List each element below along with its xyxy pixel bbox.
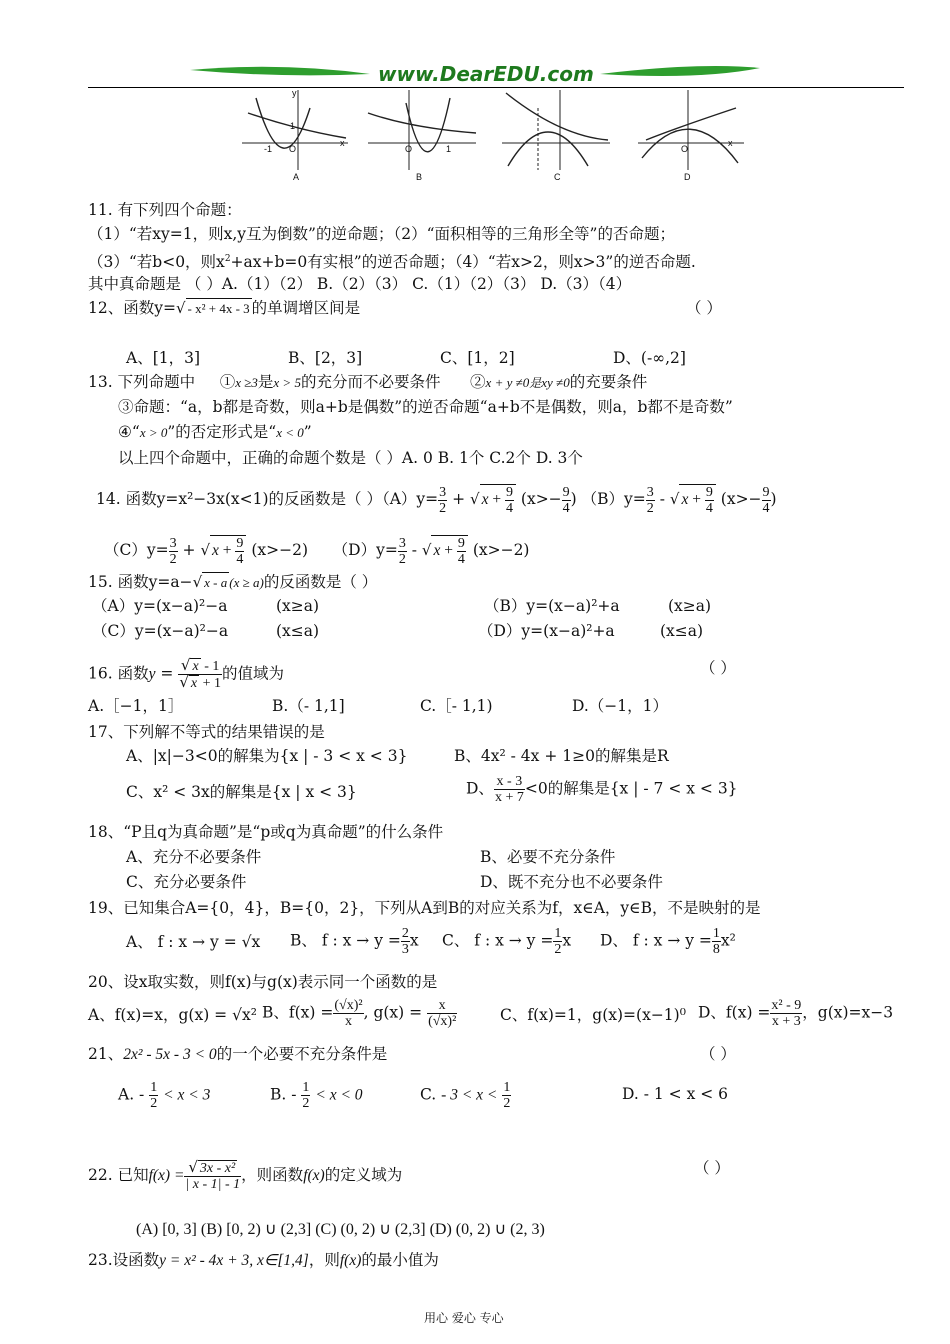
- q13-l1g: ②: [470, 373, 486, 391]
- q15-opt-c-cond: (x≤a): [276, 622, 320, 640]
- q21-stem: [88, 1044, 387, 1065]
- q15-opt-c: （C）y=(x−a)²−a: [92, 622, 229, 640]
- q18-opt-a: A、充分不必要条件: [126, 848, 262, 866]
- q14-cond-a: (x>−: [520, 490, 562, 509]
- q17-opt-d: D、 $\frac{x - 3}{x + 7}$ <0的解集是{x | - 7 < x < 3}: [466, 774, 738, 805]
- q21-c-label: C.: [420, 1085, 437, 1104]
- graph-b-one: 1: [446, 144, 452, 154]
- q13-l1j: xy ≠0: [541, 375, 570, 390]
- graph-label-b: B: [416, 172, 423, 182]
- q21-opt-a: A. - $\frac{1}{2}$ < x < 3: [118, 1080, 211, 1111]
- q11-line2: （3）“若b<0，则$x^2+ax+b=0$有实根”的逆否命题；（4）“若x>2，则x>3”的逆否命题.: [88, 253, 696, 272]
- q19-title: 19、已知集合A={0，4}，B={0，2}，下列从A到B的对应关系为f，x∈A，y∈B，不是映射的是: [88, 899, 761, 917]
- q13-l3a: ④“: [118, 423, 140, 441]
- q19-b-text: B、 f : x → y =: [290, 931, 401, 950]
- q19-opt-b: B、 f : x → y = $\frac{2}{3}$ x: [290, 926, 419, 957]
- q15-opt-a-cond: (x≥a): [276, 597, 320, 615]
- q11-line2b: +ax+b=0有实根”的逆否命题；（4）“若x>2，则x>3”的逆否命题.: [230, 253, 696, 272]
- q16-opt-c: C.［- 1,1): [420, 697, 493, 715]
- graph-a-x: x: [340, 138, 345, 148]
- q22-paren: （ ）: [694, 1159, 730, 1177]
- q13-l3d: x < 0: [276, 425, 304, 440]
- q13-line1: [88, 372, 647, 393]
- q13-l1f: 的充分而不必要条件: [300, 373, 441, 391]
- q13-l1b: ①: [219, 373, 236, 391]
- q14-line1: 14. 函数y=x²−3x(x<1)的反函数是（ ）（A）y= $\frac{3}{2}$ + √ x + $\frac{9}{4}$ (x>− $\frac{9}{4}$ ) （B）y= $\frac{3}{2}$ - √ x + $\frac{9}{4}$ (x>− $\frac{9}{4}$ ): [96, 484, 777, 516]
- q13-l1e: x > 5: [273, 375, 301, 390]
- q12-radicand: - x² + 4x - 3: [186, 298, 252, 319]
- q14-opt-b: （B）y=: [581, 490, 646, 509]
- q16-opt-b: B.（- 1,1]: [272, 697, 345, 715]
- header-banner: [0, 58, 950, 90]
- q17-opt-c: C、x² < 3x的解集是{x | x < 3}: [126, 783, 357, 801]
- q13-l1h: x + y ≠0: [485, 375, 530, 390]
- q12-pre: 12、函数y=: [88, 299, 176, 317]
- q21-paren: （ ）: [700, 1045, 736, 1063]
- q22-post: 的定义域为: [324, 1166, 403, 1184]
- q23-expr: y = x² - 4x + 3, x∈[1,4]: [159, 1252, 309, 1269]
- q23-post: 的最小值为: [361, 1251, 439, 1269]
- q15-opt-d: （D）y=(x−a)²+a: [478, 622, 615, 640]
- q12-opt-c: C、[1，2]: [440, 349, 515, 367]
- q14-opt-c: （C）y=: [104, 541, 169, 560]
- graph-d: [638, 90, 744, 170]
- q18-title: 18、“P且q为真命题”是“p或q为真命题”的什么条件: [88, 823, 444, 841]
- q21-expr: 2x² - 5x - 3 < 0: [123, 1046, 217, 1063]
- q23-stem: [88, 1250, 439, 1271]
- q22-pre: 22. 已知: [88, 1166, 149, 1184]
- q19-d-text: D、 f : x → y =: [600, 931, 712, 950]
- q15-opt-d-cond: (x≤a): [660, 622, 704, 640]
- q22-mid: ，则函数: [241, 1166, 304, 1184]
- q14-cond-b: (x>−: [720, 490, 762, 509]
- q11-line3: 其中真命题是 （ ）A.（1）（2） B.（2）（3） C.（1）（2）（3） D.（3）（4）: [88, 275, 632, 293]
- graph-a-y: y: [292, 88, 297, 98]
- graph-options: [238, 88, 748, 188]
- q16-frac: $\frac{√ x - 1}{√ x + 1}$: [179, 656, 221, 691]
- graph-b: [368, 90, 476, 170]
- q21-opt-c: C. - 3 < x < $\frac{1}{2}$: [420, 1080, 511, 1111]
- q21-opt-b: B. - $\frac{1}{2}$ < x < 0: [270, 1080, 363, 1111]
- q20-opt-c: C、f(x)=1，g(x)=(x−1)⁰: [500, 1006, 686, 1024]
- q13-line4: 以上四个命题中，正确的命题个数是（ ）A. 0 B. 1个 C.2个 D. 3个: [118, 449, 583, 467]
- q23-fx: f(x): [339, 1252, 362, 1269]
- q21-a-label: A.: [118, 1085, 135, 1104]
- graph-d-o: O: [681, 144, 689, 154]
- q19-opt-d: D、 f : x → y = $\frac{1}{8}$ x²: [600, 926, 736, 957]
- q22-stem: 22. 已知f(x) = $\frac{\text{√ 3x - x²}}{| x - 1| - 1}$ ，则函数f(x)的定义域为: [88, 1158, 403, 1192]
- q15-opt-b: （B）y=(x−a)²+a: [484, 597, 620, 615]
- q16-pre: 16. 函数: [88, 664, 149, 683]
- site-title: www.DearEDU.com: [378, 62, 594, 86]
- q20-opt-a: A、f(x)=x，g(x) = √x²: [88, 1006, 257, 1024]
- q12-post: 的单调增区间是: [251, 299, 361, 317]
- q15-l1b: x - a: [202, 572, 229, 593]
- q20-b-text: B、f(x) =: [262, 1003, 334, 1022]
- q13-l1i: 是: [529, 376, 542, 390]
- q16-post: 的值域为: [222, 664, 285, 683]
- graph-sketches: [238, 88, 748, 188]
- q12-stem: 12、函数y=√ - x² + 4x - 3 的单调增区间是: [88, 299, 361, 317]
- q13-l3e: ”: [303, 423, 312, 441]
- q14-opt-d: （D）y=: [332, 541, 398, 560]
- q16-opt-d: D.（−1，1）: [572, 697, 669, 715]
- q22-fx: f(x): [303, 1167, 325, 1184]
- graph-label-d: D: [684, 172, 691, 182]
- q14-cond-c: (x>−2): [251, 541, 309, 560]
- q13-l1c: x ≥3: [235, 375, 258, 390]
- q15-opt-a: （A）y=(x−a)²−a: [92, 597, 228, 615]
- graph-a-one: 1: [290, 121, 296, 131]
- q15-l1d: 的反函数是（ ）: [263, 573, 378, 591]
- q12-opt-d: D、(-∞,2]: [613, 349, 686, 367]
- q15-l1c: (x ≥ a): [229, 575, 264, 590]
- q14-pre: 14. 函数y=x²−3x(x<1)的反函数是（ ）（A）y=: [96, 490, 439, 509]
- graph-label-a: A: [293, 172, 300, 182]
- q17-opt-a: A、|x|−3<0的解集为{x | - 3 < x < 3}: [126, 747, 408, 765]
- graph-a-neg1: -1: [264, 144, 273, 154]
- q18-opt-b: B、必要不充分条件: [480, 848, 616, 866]
- graph-label-c: C: [554, 172, 561, 182]
- q13-l1k: 的充要条件: [569, 373, 648, 391]
- q20-d-tail: ，g(x)=x−3: [802, 1003, 894, 1022]
- q14-frac-3-2: $\frac{3}{2}$: [439, 484, 447, 516]
- q17-d-pre: D、: [466, 779, 494, 798]
- q18-opt-d: D、既不充分也不必要条件: [480, 873, 663, 891]
- q16-stem: 16. 函数y = $\frac{√ x - 1}{√ x + 1}$ 的值域为: [88, 656, 285, 691]
- q14-line2: （C）y= $\frac{3}{2}$ + √ x + $\frac{9}{4}$ (x>−2) （D）y= $\frac{3}{2}$ - √ x + $\frac{9}{4}$ (x>−2): [104, 535, 530, 567]
- q20-d-text: D、f(x) =: [698, 1003, 771, 1022]
- q23-mid: ，则: [308, 1251, 340, 1269]
- q17-opt-b: B、4x² - 4x + 1≥0的解集是R: [454, 747, 669, 765]
- q23-pre: 23.设函数: [88, 1251, 160, 1269]
- q15-l1a: 15. 函数y=a−: [88, 573, 193, 591]
- q11-title: 11. 有下列四个命题：: [88, 201, 242, 219]
- q13-l3b: x > 0: [139, 425, 168, 440]
- q21-b-label: B.: [270, 1085, 287, 1104]
- q22-options: (A) [0, 3] (B) [0, 2) ∪ (2,3] (C) (0, 2) ∪ (2,3] (D) (0, 2) ∪ (2, 3): [136, 1221, 545, 1238]
- q17-d-post: <0的解集是{x | - 7 < x < 3}: [524, 779, 738, 798]
- q19-opt-c: C、 f : x → y = $\frac{1}{2}$ x: [442, 926, 572, 957]
- q13-l3c: ”的否定形式是“: [167, 423, 277, 441]
- q19-opt-a: A、 f : x → y = √x: [126, 933, 261, 951]
- q21-pre: 21、: [88, 1045, 124, 1063]
- q13-line3: [118, 422, 312, 443]
- q11-line2a: （3）“若b<0，则x: [88, 253, 225, 272]
- q13-l1a: 13. 下列命题中: [88, 373, 196, 391]
- q16-paren: （ ）: [700, 659, 736, 677]
- graph-d-x: x: [728, 138, 733, 148]
- q20-opt-d: D、f(x) = $\frac{\text{x² - 9}}{x + 3}$ ，g(x)=x−3: [698, 998, 894, 1029]
- q20-opt-b: B、f(x) = $\frac{\text{(√x)²}}{x}$ , g(x) = $\frac{x}{\text{(√x)²}}$: [262, 998, 457, 1029]
- footer-text: 用心 爱心 专心: [424, 1311, 504, 1325]
- q15-opt-b-cond: (x≥a): [668, 597, 712, 615]
- q13-l1d: 是: [257, 373, 274, 391]
- q21-post: 的一个必要不充分条件是: [216, 1045, 388, 1063]
- q12-paren: （ ）: [686, 299, 722, 317]
- graph-b-o: O: [405, 144, 413, 154]
- q19-c-text: C、 f : x → y =: [442, 931, 554, 950]
- q12-opt-a: A、[1，3]: [126, 349, 201, 367]
- q15-stem: 15. 函数y=a−√ x - a (x ≥ a)的反函数是（ ）: [88, 573, 378, 591]
- graph-c: [502, 90, 610, 170]
- q18-opt-c: C、充分必要条件: [126, 873, 247, 891]
- q20-title: 20、设x取实数，则f(x)与g(x)表示同一个函数的是: [88, 973, 438, 991]
- graph-a-o: O: [289, 144, 297, 154]
- q11-line1: （1）“若xy=1，则x,y互为倒数”的逆命题；（2）“面积相等的三角形全等”的否命题；: [88, 225, 675, 243]
- q12-opt-b: B、[2，3]: [288, 349, 363, 367]
- q14-cond-d: (x>−2): [472, 541, 530, 560]
- q21-opt-d: D. - 1 < x < 6: [622, 1085, 729, 1103]
- q17-title: 17、下列解不等式的结果错误的是: [88, 723, 325, 741]
- q13-line2: ③命题：“a，b都是奇数，则a+b是偶数”的逆否命题“a+b不是偶数，则a，b都不是奇数”: [118, 398, 733, 416]
- q16-opt-a: A.［−1，1］: [88, 697, 184, 715]
